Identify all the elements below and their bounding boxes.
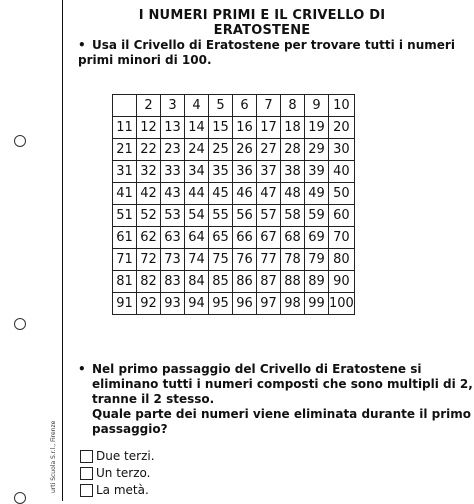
checkbox[interactable] <box>80 450 93 463</box>
grid-cell: 34 <box>185 161 209 183</box>
instruction-line: Usa il Crivello di Eratostene per trovare tutti i numeri <box>92 38 455 52</box>
grid-cell: 43 <box>161 183 185 205</box>
grid-cell: 93 <box>161 293 185 315</box>
grid-cell: 80 <box>329 249 355 271</box>
grid-cell: 22 <box>137 139 161 161</box>
grid-cell: 91 <box>113 293 137 315</box>
grid-cell: 71 <box>113 249 137 271</box>
grid-cell: 28 <box>281 139 305 161</box>
grid-cell: 14 <box>185 117 209 139</box>
grid-cell: 64 <box>185 227 209 249</box>
grid-cell: 99 <box>305 293 329 315</box>
grid-row <box>113 95 355 117</box>
grid-cell: 40 <box>329 161 355 183</box>
publisher-credit: urti Scuola S.r.l., Firenze <box>50 420 57 493</box>
grid-cell: 29 <box>305 139 329 161</box>
grid-cell: 78 <box>281 249 305 271</box>
grid-cell: 35 <box>209 161 233 183</box>
grid-cell: 83 <box>161 271 185 293</box>
binder-hole <box>14 318 26 330</box>
answer-option[interactable] <box>80 449 155 463</box>
grid-cell <box>113 95 137 117</box>
sieve-grid <box>112 94 355 315</box>
grid-cell: 65 <box>209 227 233 249</box>
binder-hole <box>14 492 26 504</box>
bullet-icon: • <box>78 38 86 52</box>
grid-cell: 17 <box>257 117 281 139</box>
grid-cell: 18 <box>281 117 305 139</box>
grid-cell: 39 <box>305 161 329 183</box>
grid-cell: 81 <box>113 271 137 293</box>
grid-cell: 53 <box>161 205 185 227</box>
grid-cell: 37 <box>257 161 281 183</box>
checkbox[interactable] <box>80 484 93 497</box>
grid-cell: 2 <box>137 95 161 117</box>
grid-cell: 77 <box>257 249 281 271</box>
grid-cell: 55 <box>209 205 233 227</box>
grid-row <box>113 117 355 139</box>
grid-cell: 57 <box>257 205 281 227</box>
grid-cell: 89 <box>305 271 329 293</box>
grid-cell: 23 <box>161 139 185 161</box>
grid-cell: 30 <box>329 139 355 161</box>
grid-cell: 87 <box>257 271 281 293</box>
grid-cell: 98 <box>281 293 305 315</box>
grid-cell: 10 <box>329 95 355 117</box>
question-line: passaggio? <box>92 422 168 436</box>
answer-option[interactable] <box>80 483 149 497</box>
grid-cell: 24 <box>185 139 209 161</box>
grid-row <box>113 293 355 315</box>
grid-cell: 88 <box>281 271 305 293</box>
grid-cell: 27 <box>257 139 281 161</box>
grid-cell: 73 <box>161 249 185 271</box>
grid-cell: 66 <box>233 227 257 249</box>
grid-row <box>113 271 355 293</box>
grid-cell: 21 <box>113 139 137 161</box>
question-text <box>78 362 473 437</box>
grid-cell: 15 <box>209 117 233 139</box>
grid-cell: 6 <box>233 95 257 117</box>
grid-row <box>113 227 355 249</box>
grid-cell: 74 <box>185 249 209 271</box>
grid-cell: 58 <box>281 205 305 227</box>
binder-hole <box>14 135 26 147</box>
grid-row <box>113 205 355 227</box>
question-line: Nel primo passaggio del Crivello di Eratostene si <box>92 362 422 376</box>
grid-cell: 13 <box>161 117 185 139</box>
grid-cell: 67 <box>257 227 281 249</box>
grid-cell: 86 <box>233 271 257 293</box>
question-line: eliminano tutti i numeri composti che sono multipli di 2, <box>92 377 473 391</box>
grid-cell: 54 <box>185 205 209 227</box>
bullet-icon: • <box>78 362 86 376</box>
grid-cell: 51 <box>113 205 137 227</box>
question-line: Quale parte dei numeri viene eliminata durante il primo <box>92 407 471 421</box>
grid-cell: 95 <box>209 293 233 315</box>
grid-cell: 36 <box>233 161 257 183</box>
grid-cell: 69 <box>305 227 329 249</box>
grid-cell: 44 <box>185 183 209 205</box>
grid-cell: 100 <box>329 293 355 315</box>
grid-cell: 5 <box>209 95 233 117</box>
grid-cell: 16 <box>233 117 257 139</box>
grid-cell: 96 <box>233 293 257 315</box>
answer-option[interactable] <box>80 466 150 480</box>
grid-cell: 12 <box>137 117 161 139</box>
grid-row <box>113 183 355 205</box>
grid-cell: 59 <box>305 205 329 227</box>
grid-cell: 79 <box>305 249 329 271</box>
grid-cell: 50 <box>329 183 355 205</box>
grid-cell: 94 <box>185 293 209 315</box>
answer-label: La metà. <box>96 483 149 497</box>
grid-cell: 45 <box>209 183 233 205</box>
grid-cell: 56 <box>233 205 257 227</box>
grid-cell: 46 <box>233 183 257 205</box>
grid-cell: 9 <box>305 95 329 117</box>
grid-cell: 61 <box>113 227 137 249</box>
grid-cell: 25 <box>209 139 233 161</box>
grid-cell: 84 <box>185 271 209 293</box>
grid-cell: 11 <box>113 117 137 139</box>
grid-cell: 4 <box>185 95 209 117</box>
grid-cell: 7 <box>257 95 281 117</box>
answer-label: Due terzi. <box>96 449 155 463</box>
instruction-line: primi minori di 100. <box>78 53 212 67</box>
grid-cell: 31 <box>113 161 137 183</box>
grid-cell: 72 <box>137 249 161 271</box>
grid-cell: 63 <box>161 227 185 249</box>
instruction-text <box>78 38 455 68</box>
answer-label: Un terzo. <box>96 466 151 480</box>
grid-cell: 68 <box>281 227 305 249</box>
grid-row <box>113 161 355 183</box>
grid-cell: 47 <box>257 183 281 205</box>
grid-cell: 26 <box>233 139 257 161</box>
grid-cell: 49 <box>305 183 329 205</box>
grid-cell: 38 <box>281 161 305 183</box>
grid-row <box>113 139 355 161</box>
grid-cell: 52 <box>137 205 161 227</box>
grid-cell: 3 <box>161 95 185 117</box>
grid-cell: 76 <box>233 249 257 271</box>
grid-cell: 85 <box>209 271 233 293</box>
grid-cell: 48 <box>281 183 305 205</box>
grid-cell: 32 <box>137 161 161 183</box>
grid-cell: 97 <box>257 293 281 315</box>
grid-cell: 19 <box>305 117 329 139</box>
grid-cell: 90 <box>329 271 355 293</box>
grid-cell: 82 <box>137 271 161 293</box>
question-line: tranne il 2 stesso. <box>92 392 215 406</box>
grid-cell: 92 <box>137 293 161 315</box>
grid-cell: 8 <box>281 95 305 117</box>
grid-cell: 20 <box>329 117 355 139</box>
grid-cell: 33 <box>161 161 185 183</box>
worksheet-title: I NUMERI PRIMI E IL CRIVELLO DI ERATOSTENE <box>138 8 386 38</box>
checkbox[interactable] <box>80 467 93 480</box>
grid-cell: 62 <box>137 227 161 249</box>
grid-cell: 42 <box>137 183 161 205</box>
grid-cell: 60 <box>329 205 355 227</box>
grid-row <box>113 249 355 271</box>
grid-cell: 70 <box>329 227 355 249</box>
grid-cell: 41 <box>113 183 137 205</box>
grid-cell: 75 <box>209 249 233 271</box>
